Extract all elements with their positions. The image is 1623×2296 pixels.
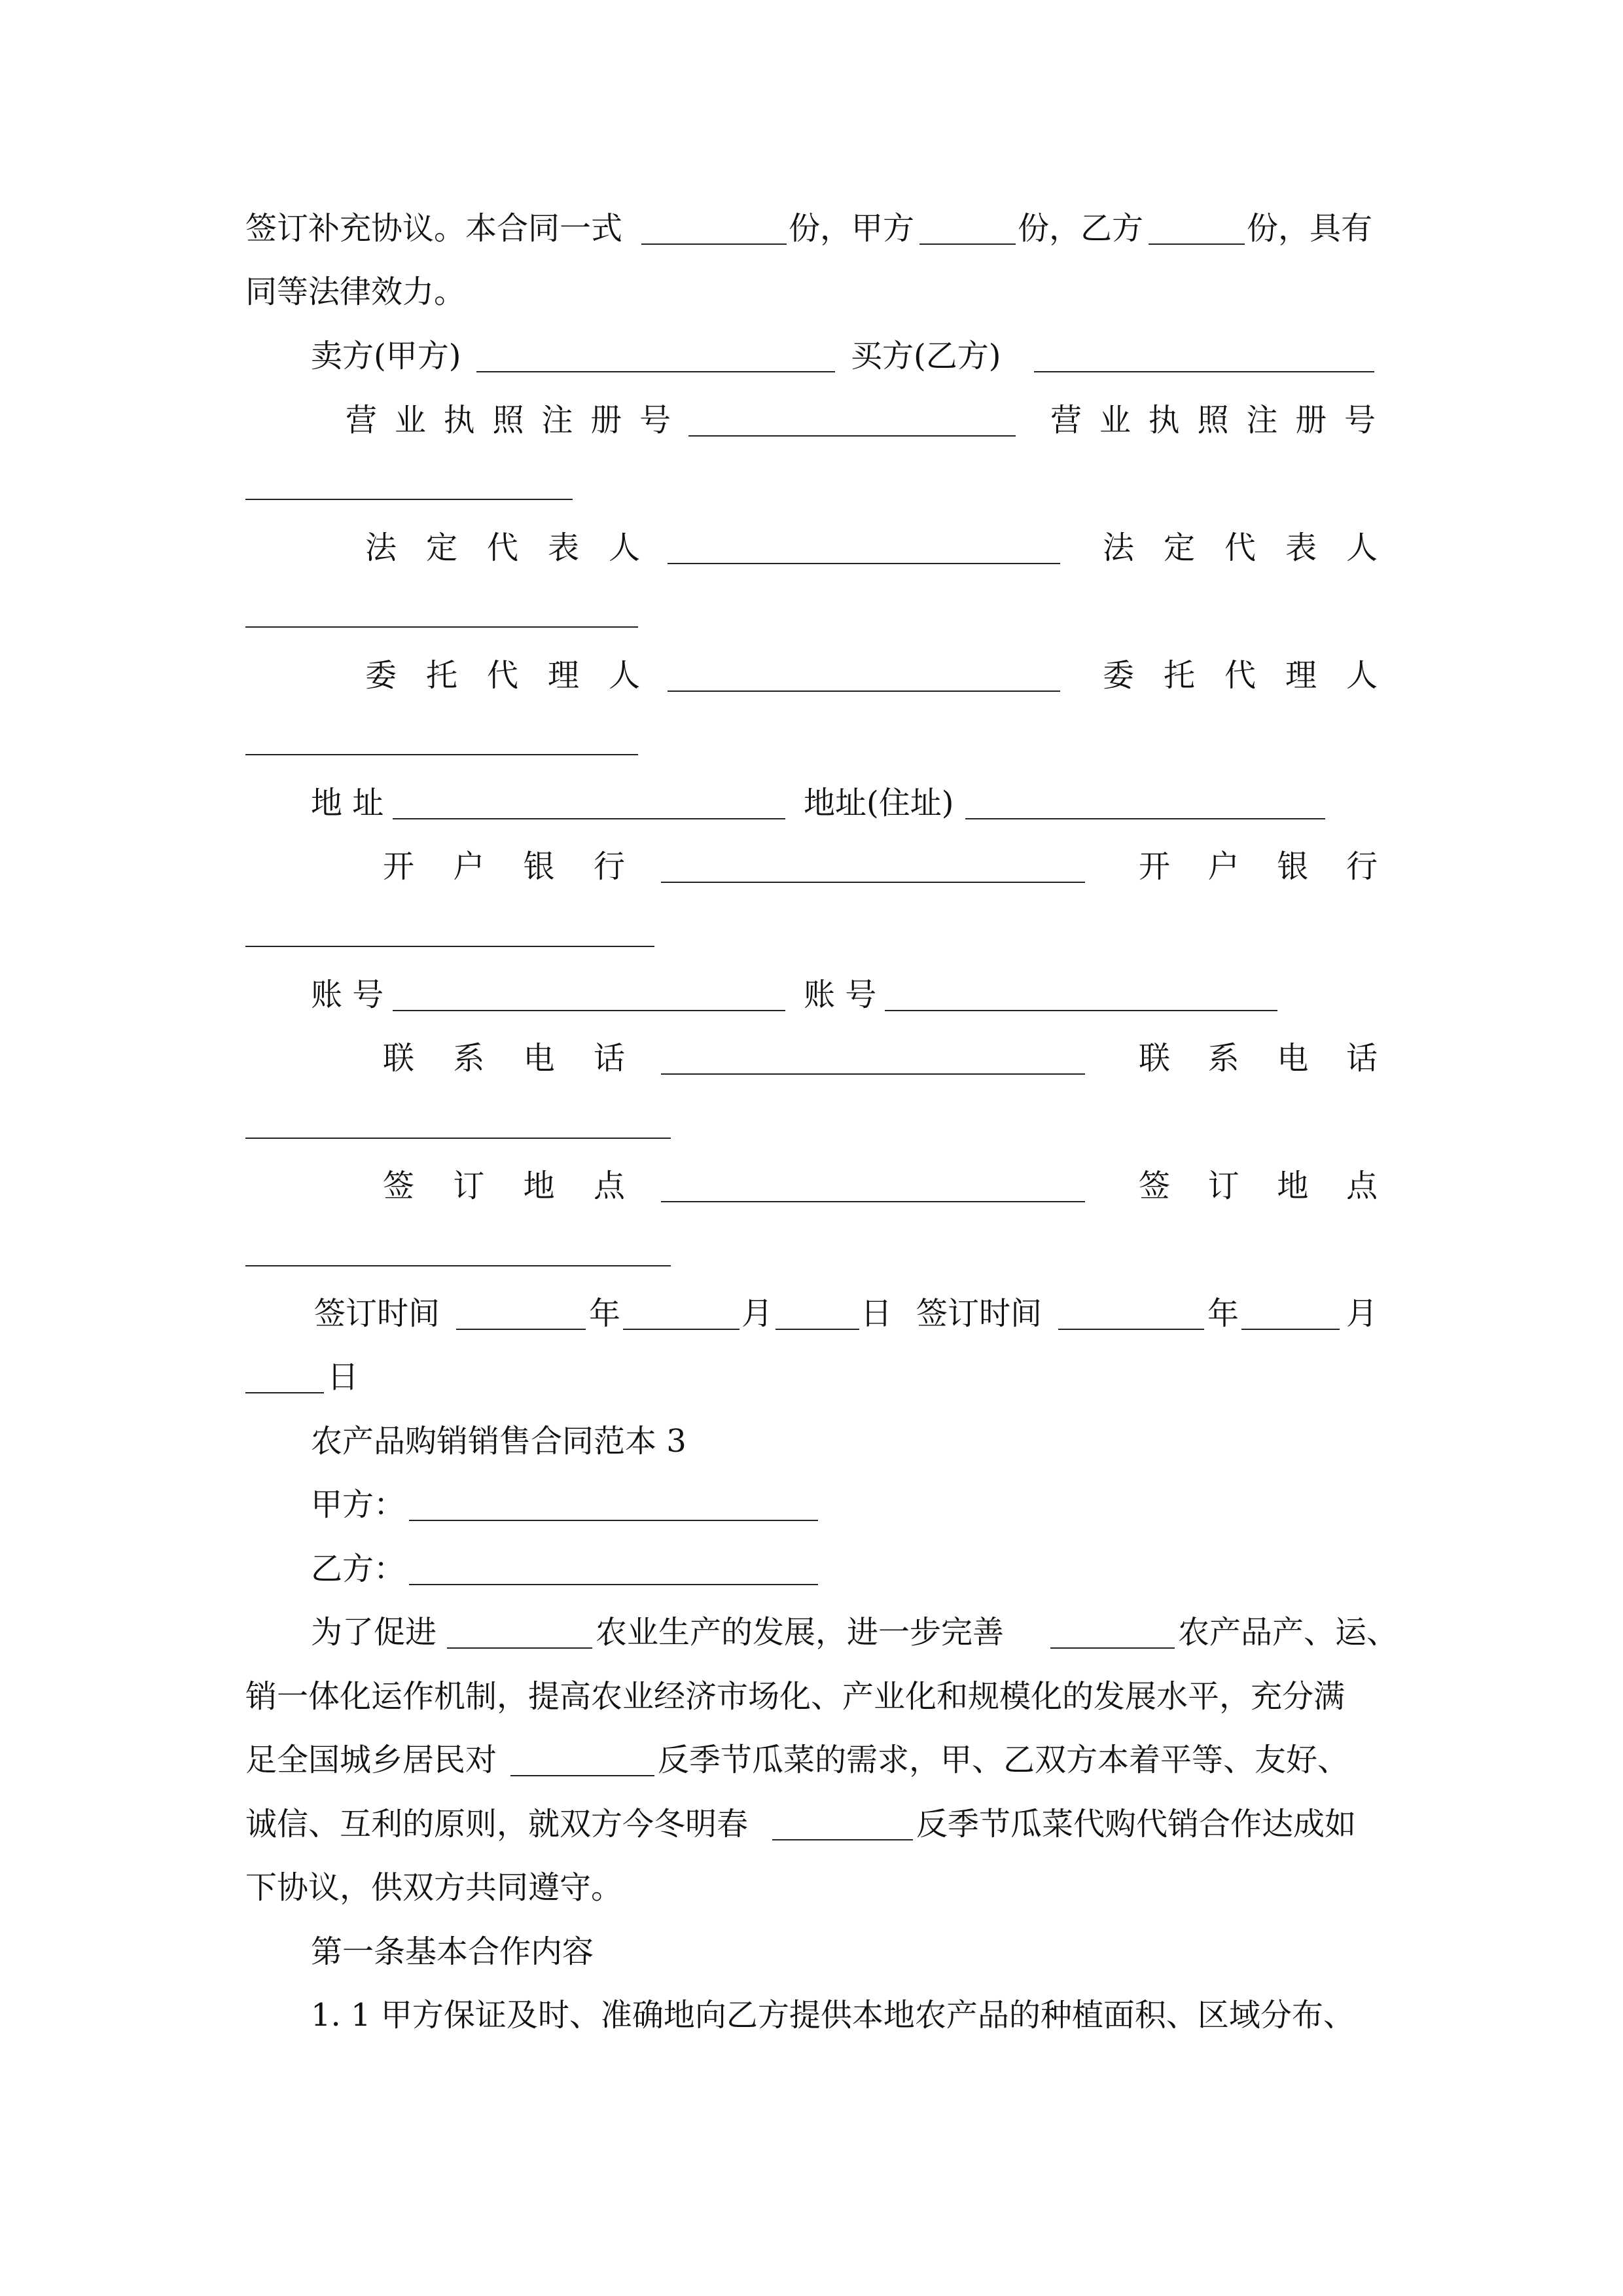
blank-copies-b[interactable] bbox=[1149, 243, 1245, 245]
blank-bank-b[interactable] bbox=[245, 946, 654, 947]
blank-seller[interactable] bbox=[476, 371, 835, 372]
doc-line bbox=[0, 1855, 1623, 1920]
address-label-a: 地 址 bbox=[311, 785, 384, 821]
blank-year-a[interactable] bbox=[456, 1329, 586, 1330]
address-label-b: 地址(住址) bbox=[804, 785, 954, 821]
blank-month-a[interactable] bbox=[623, 1329, 740, 1330]
blank-bank-a[interactable] bbox=[661, 882, 1085, 883]
day-label: 日 bbox=[327, 1359, 359, 1395]
article-heading: 第一条基本合作内容 bbox=[311, 1933, 594, 1970]
text-segment: 销一体化运作机制，提高农业经济市场化、产业化和规模化的发展水平，充分满 bbox=[245, 1678, 1346, 1715]
text-segment: 1. 1 甲方保证及时、准确地向乙方提供本地农产品的种植面积、区域分布、 bbox=[311, 1997, 1355, 2034]
blank-address-a[interactable] bbox=[393, 818, 785, 819]
license-label-b: 营 业 执 照 注 册 号 bbox=[1050, 402, 1376, 439]
place-label-a: 签 订 地 点 bbox=[383, 1168, 625, 1204]
doc-line bbox=[0, 1217, 1623, 1283]
doc-line bbox=[0, 1026, 1623, 1091]
month-label: 月 bbox=[1346, 1295, 1378, 1332]
agent-label-a: 委 托 代 理 人 bbox=[365, 657, 640, 694]
blank-party-b[interactable] bbox=[409, 1584, 818, 1585]
doc-line bbox=[0, 387, 1623, 453]
doc-line bbox=[0, 962, 1623, 1028]
blank-place-a[interactable] bbox=[661, 1201, 1085, 1202]
blank-buyer[interactable] bbox=[1034, 371, 1374, 372]
text-segment: 农产品产、运、 bbox=[1178, 1614, 1399, 1651]
legal-rep-label-a: 法 定 代 表 人 bbox=[365, 529, 640, 566]
blank-season[interactable] bbox=[772, 1839, 913, 1840]
account-label-b: 账 号 bbox=[804, 977, 877, 1013]
party-b-label: 乙方： bbox=[311, 1551, 406, 1587]
bank-label-a: 开 户 银 行 bbox=[383, 848, 625, 885]
blank-region-3[interactable] bbox=[510, 1775, 654, 1776]
blank-address-b[interactable] bbox=[965, 818, 1325, 819]
doc-line bbox=[0, 1919, 1623, 1984]
doc-line bbox=[0, 451, 1623, 516]
doc-line bbox=[0, 1153, 1623, 1219]
blank-region-2[interactable] bbox=[1050, 1647, 1175, 1649]
blank-phone-a[interactable] bbox=[661, 1073, 1085, 1075]
text-segment: 同等法律效力。 bbox=[245, 274, 466, 310]
party-a-label: 甲方： bbox=[311, 1486, 406, 1523]
blank-day-b[interactable] bbox=[245, 1392, 324, 1393]
account-label-a: 账 号 bbox=[311, 977, 384, 1013]
blank-month-b[interactable] bbox=[1241, 1329, 1340, 1330]
text-segment: 份，甲方 bbox=[789, 210, 915, 247]
bank-label-b: 开 户 银 行 bbox=[1139, 848, 1378, 885]
doc-line bbox=[0, 1344, 1623, 1410]
text-segment: 为了促进 bbox=[311, 1614, 437, 1651]
blank-year-b[interactable] bbox=[1058, 1329, 1204, 1330]
sign-time-label-a: 签订时间 bbox=[314, 1295, 440, 1332]
year-label: 年 bbox=[1207, 1295, 1240, 1332]
doc-line bbox=[0, 898, 1623, 963]
doc-line bbox=[0, 1536, 1623, 1602]
doc-line bbox=[0, 643, 1623, 708]
text-segment: 农业生产的发展，进一步完善 bbox=[596, 1614, 1005, 1651]
blank-license-b[interactable] bbox=[245, 499, 573, 500]
blank-license-a[interactable] bbox=[688, 435, 1016, 437]
seller-label: 卖方(甲方) bbox=[311, 338, 461, 374]
legal-rep-label-b: 法 定 代 表 人 bbox=[1103, 529, 1378, 566]
blank-agent-a[interactable] bbox=[668, 691, 1060, 692]
buyer-label: 买方(乙方) bbox=[851, 338, 1001, 374]
text-segment: 份，乙方 bbox=[1018, 210, 1144, 247]
license-label-a: 营 业 执 照 注 册 号 bbox=[346, 402, 671, 439]
doc-line bbox=[0, 1408, 1623, 1474]
blank-region-1[interactable] bbox=[447, 1647, 592, 1649]
doc-line bbox=[0, 1727, 1623, 1793]
phone-label-a: 联 系 电 话 bbox=[383, 1040, 625, 1077]
text-segment: 诚信、互利的原则，就双方今冬明春 bbox=[245, 1806, 749, 1842]
year-label: 年 bbox=[589, 1295, 621, 1332]
doc-line bbox=[0, 515, 1623, 581]
text-segment: 反季节瓜菜的需求，甲、乙双方本着平等、友好、 bbox=[658, 1742, 1349, 1778]
blank-party-a[interactable] bbox=[409, 1520, 818, 1521]
text-segment: 份，具有 bbox=[1247, 210, 1373, 247]
day-label: 日 bbox=[861, 1295, 893, 1332]
doc-line bbox=[0, 706, 1623, 772]
doc-line bbox=[0, 1281, 1623, 1346]
blank-copies-a[interactable] bbox=[919, 243, 1016, 245]
blank-legal-rep-a[interactable] bbox=[668, 563, 1060, 564]
blank-agent-b[interactable] bbox=[245, 754, 638, 755]
section-title: 农产品购销销售合同范本 3 bbox=[311, 1423, 687, 1460]
doc-line bbox=[0, 259, 1623, 325]
text-segment: 足全国城乡居民对 bbox=[245, 1742, 497, 1778]
doc-line bbox=[0, 1791, 1623, 1857]
text-segment: 反季节瓜菜代购代销合作达成如 bbox=[916, 1806, 1357, 1842]
text-segment: 下协议，供双方共同遵守。 bbox=[245, 1869, 623, 1906]
blank-day-a[interactable] bbox=[776, 1329, 859, 1330]
blank-account-a[interactable] bbox=[393, 1010, 785, 1011]
doc-line bbox=[0, 1600, 1623, 1665]
sign-time-label-b: 签订时间 bbox=[916, 1295, 1043, 1332]
doc-line bbox=[0, 1664, 1623, 1729]
phone-label-b: 联 系 电 话 bbox=[1139, 1040, 1378, 1077]
text-segment: 签订补充协议。本合同一式 bbox=[245, 210, 623, 247]
blank-copies-total[interactable] bbox=[641, 243, 787, 245]
blank-phone-b[interactable] bbox=[245, 1138, 671, 1139]
doc-line bbox=[0, 770, 1623, 836]
doc-line bbox=[0, 1090, 1623, 1155]
month-label: 月 bbox=[741, 1295, 774, 1332]
doc-line bbox=[0, 1472, 1623, 1537]
doc-line bbox=[0, 834, 1623, 899]
place-label-b: 签 订 地 点 bbox=[1139, 1168, 1378, 1204]
blank-account-b[interactable] bbox=[885, 1010, 1277, 1011]
doc-line bbox=[0, 579, 1623, 644]
blank-place-b[interactable] bbox=[245, 1265, 671, 1266]
agent-label-b: 委 托 代 理 人 bbox=[1103, 657, 1378, 694]
doc-line bbox=[0, 1982, 1623, 2048]
blank-legal-rep-b[interactable] bbox=[245, 626, 638, 628]
doc-line bbox=[0, 323, 1623, 389]
doc-line bbox=[0, 196, 1623, 261]
